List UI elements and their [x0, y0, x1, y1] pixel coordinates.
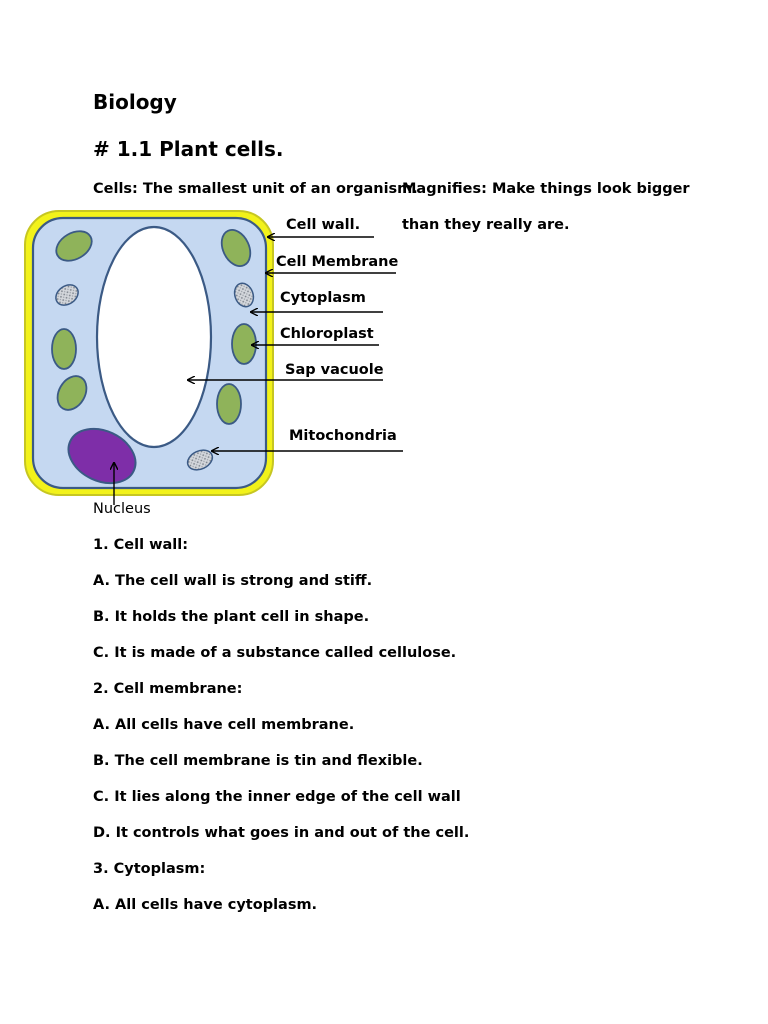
label-nucleus: Nucleus	[93, 501, 151, 517]
note-line: A. All cells have cell membrane.	[93, 717, 355, 733]
note-line: C. It is made of a substance called cellulose.	[93, 645, 457, 661]
note-line: C. It lies along the inner edge of the cell wall	[93, 789, 461, 805]
magnifies-definition-line1: Magnifies: Make things look bigger	[402, 181, 690, 197]
label-sap-vacuole: Sap vacuole	[285, 362, 384, 378]
sap-vacuole-shape	[97, 227, 211, 447]
note-line: 2. Cell membrane:	[93, 681, 243, 697]
note-line: B. The cell membrane is tin and flexible.	[93, 753, 423, 769]
label-mitochondria: Mitochondria	[289, 428, 397, 444]
note-line: 1. Cell wall:	[93, 537, 189, 553]
document-subject: Biology	[93, 90, 177, 114]
note-line: D. It controls what goes in and out of the cell.	[93, 825, 470, 841]
label-cell-membrane: Cell Membrane	[276, 254, 399, 270]
label-cell-wall: Cell wall.	[286, 217, 361, 233]
note-line: A. All cells have cytoplasm.	[93, 897, 318, 913]
label-cytoplasm: Cytoplasm	[280, 290, 366, 306]
page-title: # 1.1 Plant cells.	[93, 137, 284, 161]
note-line: B. It holds the plant cell in shape.	[93, 609, 370, 625]
note-line: A. The cell wall is strong and stiff.	[93, 573, 373, 589]
magnifies-definition-line2: than they really are.	[402, 217, 570, 233]
label-chloroplast: Chloroplast	[280, 326, 374, 342]
cells-definition: Cells: The smallest unit of an organism.	[93, 181, 418, 197]
note-line: 3. Cytoplasm:	[93, 861, 206, 877]
